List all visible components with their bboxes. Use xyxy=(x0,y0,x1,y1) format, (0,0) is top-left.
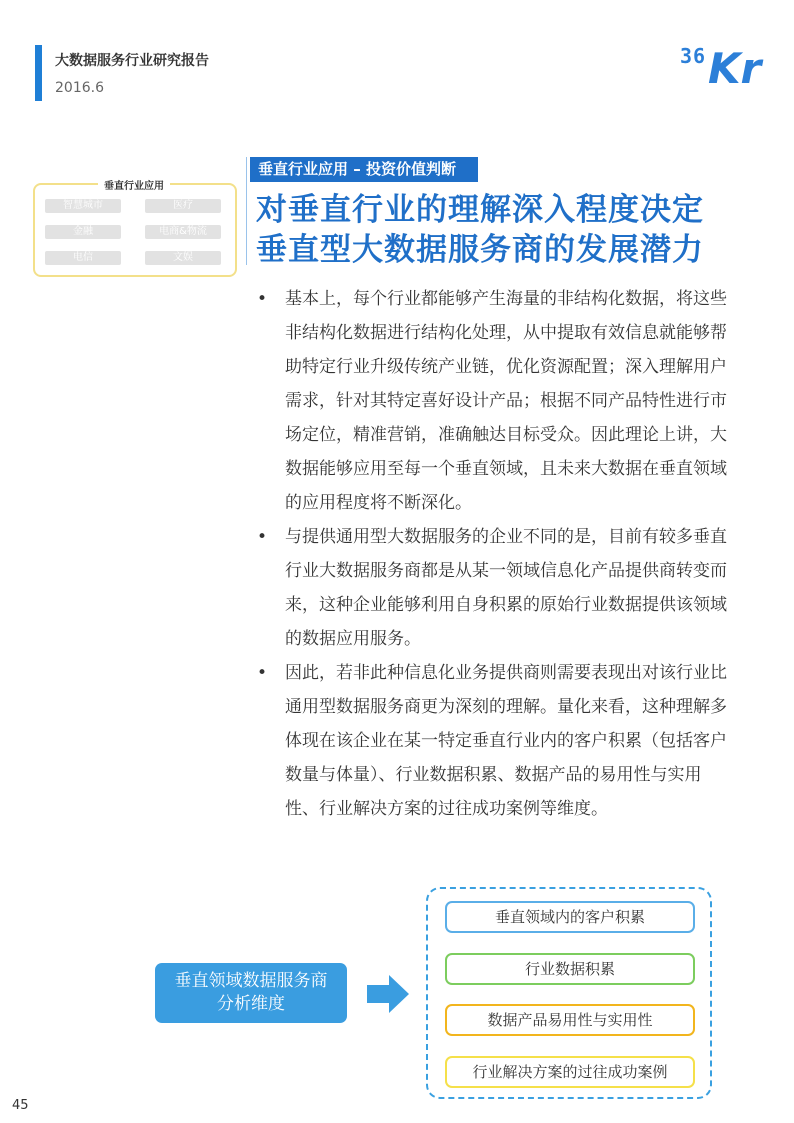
bullet-item: • 与提供通用型大数据服务的企业不同的是，目前有较多垂直行业大数据服务商都是从某一领域信息化产品提供商转变而来，这种企业能够利用自身积累的原始行业数据提供该领域的数据应用服务。 xyxy=(257,520,727,656)
page-number: 45 xyxy=(12,1098,29,1113)
bullet-dot-icon: • xyxy=(257,663,268,683)
source-line-1: 垂直领域数据服务商 xyxy=(174,971,328,991)
right-arrow-icon xyxy=(367,973,409,1015)
industry-item-medical: 医疗 xyxy=(145,199,221,213)
headline-line-1: 对垂直行业的理解深入程度决定 xyxy=(256,192,704,228)
bullet-item: • 基本上，每个行业都能够产生海量的非结构化数据，将这些非结构化数据进行结构化处理，从中提取有效信息就能够帮助特定行业升级传统产业链，优化资源配置；深入理解用户需求，针对其特定喜好设计产品；根据不同产品特性进行市场定位，精准营销，准确触达目标受众。因此理论上讲，大数据能够应用至每一个垂直领域，且未来大数据在垂直领域的应用程度将不断深化。 xyxy=(257,282,727,520)
header-accent-bar xyxy=(35,45,42,101)
industry-item-telecom: 电信 xyxy=(45,251,121,265)
36kr-logo xyxy=(680,40,770,98)
logo-number: 36 xyxy=(680,44,707,68)
bullet-item: • 因此，若非此种信息化业务提供商则需要表现出对该行业比通用型数据服务商更为深刻的理解。量化来看，这种理解多体现在该企业在某一特定垂直行业内的客户积累（包括客户数量与体量）、行业数据积累、数据产品的易用性与实用性、行业解决方案的过往成功案例等维度。 xyxy=(257,656,727,826)
industry-item-entertainment: 文娱 xyxy=(145,251,221,265)
page-headline xyxy=(256,190,704,270)
headline-line-2: 垂直型大数据服务商的发展潜力 xyxy=(256,232,704,268)
report-title: 大数据服务行业研究报告 xyxy=(55,53,209,69)
report-date: 2016.6 xyxy=(55,80,104,96)
bullet-dot-icon: • xyxy=(257,527,268,547)
dimension-customer-accumulation: 垂直领域内的客户积累 xyxy=(445,901,695,933)
logo-text: Kr xyxy=(708,44,762,93)
section-divider-line xyxy=(246,157,247,265)
vertical-industry-panel-title: 垂直行业应用 xyxy=(34,177,234,192)
analysis-source-box xyxy=(155,963,347,1023)
section-tag: 垂直行业应用 – 投资价值判断 xyxy=(250,157,478,182)
industry-item-ecommerce-logistics: 电商&物流 xyxy=(145,225,221,239)
bullet-dot-icon: • xyxy=(257,289,268,309)
dimension-product-usability: 数据产品易用性与实用性 xyxy=(445,1004,695,1036)
dimension-success-cases: 行业解决方案的过往成功案例 xyxy=(445,1056,695,1088)
dimension-industry-data: 行业数据积累 xyxy=(445,953,695,985)
industry-item-smart-city: 智慧城市 xyxy=(45,199,121,213)
industry-item-finance: 金融 xyxy=(45,225,121,239)
source-line-2: 分析维度 xyxy=(217,994,285,1014)
bullet-list xyxy=(257,282,727,826)
